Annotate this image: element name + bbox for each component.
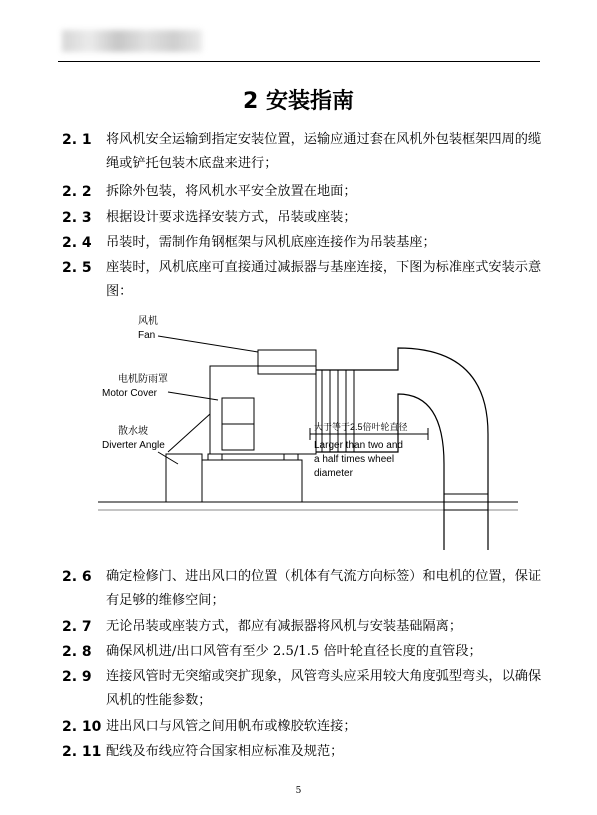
item-text: 连接风管时无突缩或突扩现象，风管弯头应采用较大角度弧型弯头，以确保风机的性能参数；: [106, 669, 542, 708]
distance-note-en-2: a half times wheel: [314, 454, 395, 465]
list-item: [62, 231, 542, 255]
item-number: 2. 4: [62, 235, 92, 251]
list-item: [62, 565, 542, 613]
item-number: 2. 2: [62, 184, 92, 200]
item-number: 2. 9: [62, 669, 92, 685]
item-text: 无论吊装或座装方式，都应有减振器将风机与安装基础隔离；: [106, 619, 463, 634]
list-item: [62, 128, 542, 176]
diverter-label-cn: 散水坡: [118, 426, 148, 437]
header-rule: [58, 61, 540, 62]
list-item: [62, 715, 542, 739]
blurred-header-logo: [62, 30, 202, 52]
item-text: 配线及布线应符合国家相应标准及规范；: [106, 744, 344, 759]
distance-note-en-3: diameter: [314, 468, 353, 479]
item-number: 2. 10: [62, 719, 102, 735]
distance-note-cn: 大于等于2.5倍叶轮直径: [314, 422, 408, 432]
item-number: 2. 8: [62, 644, 92, 660]
item-text: 座装时，风机底座可直接通过减振器与基座连接，下图为标准座式安装示意图：: [106, 260, 542, 299]
item-number: 2. 1: [62, 132, 92, 148]
distance-note-en-1: Larger than two and: [314, 440, 403, 451]
item-text: 根据设计要求选择安装方式，吊装或座装；: [106, 210, 357, 225]
list-item: [62, 640, 542, 664]
item-number: 2. 3: [62, 210, 92, 226]
list-item: [62, 206, 542, 230]
item-text: 进出风口与风管之间用帆布或橡胶软连接；: [106, 719, 357, 734]
item-text: 将风机安全运输到指定安装位置，运输应通过套在风机外包装框架四周的缆绳或铲托包装木底盘来进行；: [106, 132, 542, 171]
diverter-label-en: Diverter Angle: [102, 440, 165, 451]
list-item: [62, 256, 542, 304]
item-text: 吊装时，需制作角钢框架与风机底座连接作为吊装基座；: [106, 235, 436, 250]
motor-cover-label-cn: 电机防雨罩: [118, 374, 168, 385]
list-item: [62, 740, 542, 764]
section-title: 2 安装指南: [243, 89, 354, 114]
item-text: 确定检修门、进出风口的位置（机体有气流方向标签）和电机的位置，保证有足够的维修空间；: [106, 569, 542, 608]
item-number: 2. 5: [62, 260, 92, 276]
item-number: 2. 6: [62, 569, 92, 585]
item-number: 2. 7: [62, 619, 92, 635]
list-item: [62, 180, 542, 204]
item-number: 2. 11: [62, 744, 102, 760]
item-text: 确保风机进/出口风管有至少 2.5/1.5 倍叶轮直径长度的直管段；: [106, 644, 482, 659]
fan-label-en: Fan: [138, 330, 156, 341]
item-text: 拆除外包装，将风机水平安全放置在地面；: [106, 184, 357, 199]
installation-diagram: [98, 314, 518, 554]
list-item: [62, 665, 542, 713]
fan-label-cn: 风机: [138, 316, 158, 327]
motor-cover-label-en: Motor Cover: [102, 388, 158, 399]
page-number: 5: [295, 786, 302, 796]
list-item: [62, 615, 542, 639]
